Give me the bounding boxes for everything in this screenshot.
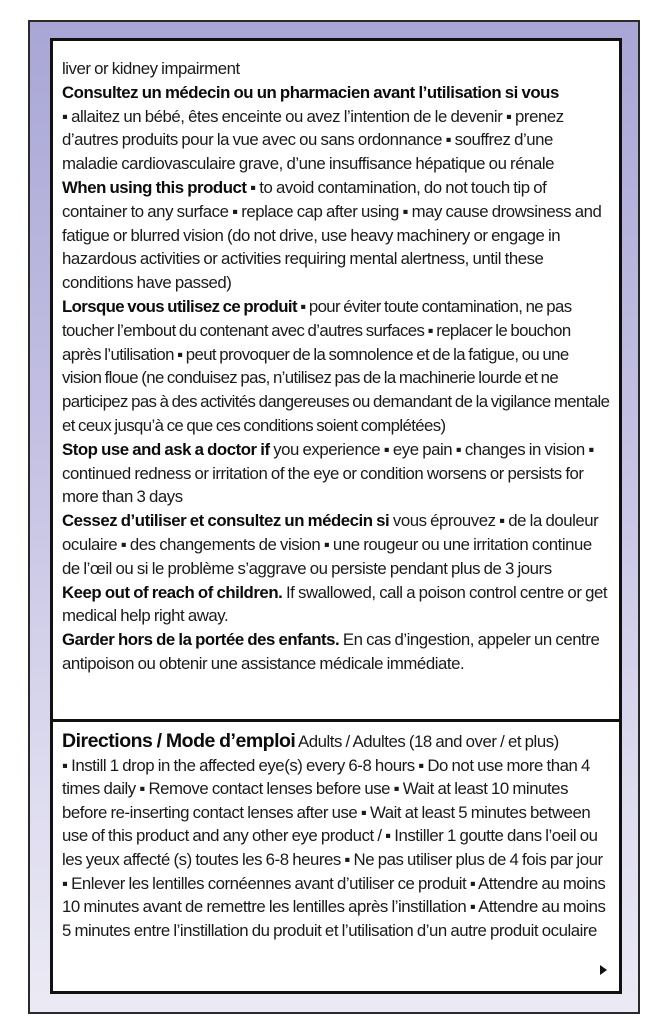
keep-en-text: If swallowed, call a poison control centre or get medical help right away.: [62, 582, 608, 626]
directions-heading: Directions / Mode d’emploi: [62, 730, 296, 752]
stop-en-text: you experience ▪ eye pain ▪ changes in vision ▪ continued redness or irritation of the eye or condition worsens or persists for more than 3 days: [62, 439, 594, 507]
keep-en-heading: Keep out of reach of children.: [62, 582, 283, 602]
consult-fr-text: ▪ allaitez un bébé, êtes enceinte ou avez l’intention de le devenir ▪ prenez d’autres produits pour la vue avec ou sans ordonnance ▪ souffrez d’une maladie cardiovasculaire grave, d’une insuffisance hépatique ou rénale: [62, 106, 564, 174]
directions-text: ▪ Instill 1 drop in the affected eye(s) every 6-8 hours ▪ Do not use more than 4 times daily ▪ Remove contact lenses before use ▪ Wait at least 10 minutes before re-inserting contact lenses after use ▪ Wait at least 5 minutes between use of this product and any other eye product / ▪ Instiller 1 goutte dans l’oeil ou les yeux affecté (s) toutes les 6-8 heures ▪ Ne pas utiliser plus de 4 fois par jour ▪ Enlever les lentilles cornéennes avant d’utiliser ce produit ▪ Attendre au moins 10 minutes avant de remettre les lentilles après l’instillation ▪ Attendre au moins 5 minutes entre l’instillation du produit et l’utilisation d’un autre produit oculaire: [62, 755, 606, 940]
using-fr-paragraph: [62, 295, 611, 438]
using-en-text: ▪ to avoid contamination, do not touch tip of container to any surface ▪ replace cap after using ▪ may cause drowsiness and fatigue or blurred vision (do not drive, use heavy machinery or engage in hazardous activities or activities requiring mental alertness, until these conditions have passed): [62, 177, 602, 293]
keep-fr-text: En cas d’ingestion, appeler un centre antipoison ou obtenir une assistance médicale immédiate.: [62, 630, 600, 673]
keep-fr-paragraph: [62, 628, 611, 676]
consult-fr-heading: Consultez un médecin ou un pharmacien avant l’utilisation si vous: [62, 82, 559, 102]
section-divider: [53, 719, 619, 722]
stop-fr-text: vous éprouvez ▪ de la douleur oculaire ▪ des changements de vision ▪ une rougeur ou une irritation continue de l’œil ou si le problème s’aggrave ou persiste pendant plus de 3 jours: [62, 511, 599, 578]
warnings-section: [53, 41, 619, 721]
stop-fr-heading: Cessez d’utiliser et consultez un médecin si: [62, 511, 390, 531]
stop-en-paragraph: [62, 438, 611, 509]
warnings-continued-text: liver or kidney impairment: [62, 59, 240, 78]
directions-paragraph: [62, 730, 611, 942]
using-en-paragraph: [62, 176, 611, 295]
using-fr-heading: Lorsque vous utilisez ce produit: [62, 296, 297, 316]
stop-fr-paragraph: [62, 509, 611, 580]
directions-audience: Adults / Adultes (18 and over / et plus): [298, 732, 559, 751]
right-triangle-arrow-icon: [600, 965, 607, 975]
keep-fr-heading: Garder hors de la portée des enfants.: [62, 630, 340, 650]
using-en-heading: When using this product: [62, 177, 247, 197]
consult-fr-paragraph: [62, 81, 611, 176]
stop-en-heading: Stop use and ask a doctor if: [62, 439, 270, 459]
keep-en-paragraph: [62, 581, 611, 629]
label-frame: [28, 20, 640, 1014]
drug-facts-panel: [50, 38, 622, 994]
using-fr-text: ▪ pour éviter toute contamination, ne pas toucher l’embout du contenant avec d’autres surfaces ▪ replacer le bouchon après l’utilisation ▪ peut provoquer de la somnolence et de la fatigue, ou une vision floue (ne conduisez pas, n’utilisez pas de la machinerie lourde et ne participez pas à des activités dangereuses ou demandant de la vigilance mentale et ceux jusqu’à ce que ces conditions soient complétées): [62, 296, 610, 435]
directions-section: [53, 724, 619, 991]
